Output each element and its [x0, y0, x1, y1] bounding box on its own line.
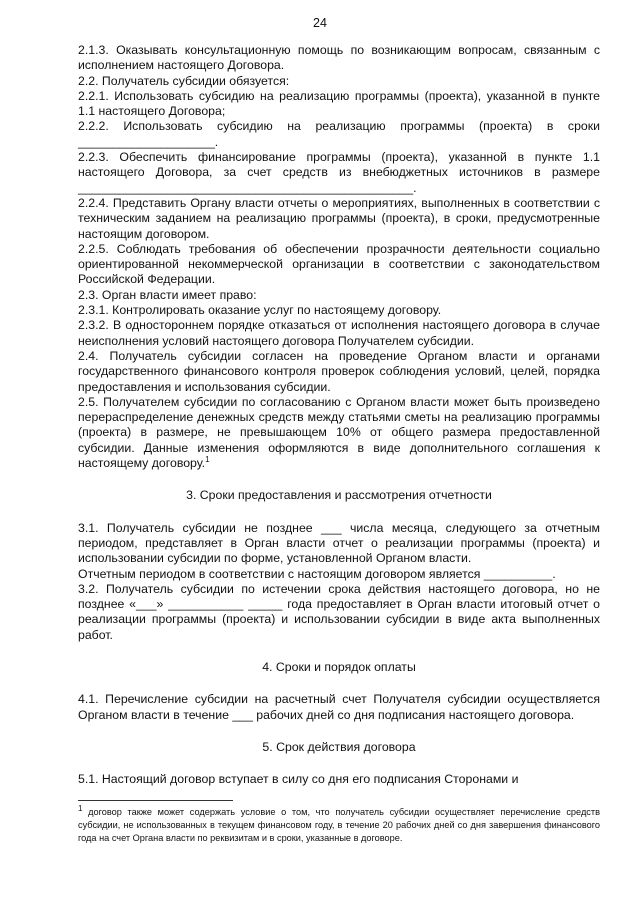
clause-2-3-2: 2.3.2. В одностороннем порядке отказаться от исполнения настоящего договора в случае неисполнения условий настоящего договора Получателем субсидии.: [78, 318, 600, 348]
clause-2-1-3: 2.1.3. Оказывать консультационную помощь по возникающим вопросам, связанным с исполнением настоящего Договора.: [78, 43, 600, 73]
footnote-reference[interactable]: 1: [205, 454, 210, 464]
document-body: [78, 43, 600, 787]
clause-2-5-text: 2.5. Получателем субсидии по согласованию с Органом власти может быть произведено перераспределение денежных средств между статьями сметы на реализацию программы (проекта) в размере, не превышающем 10% от общего размера предоставленной субсидии. Данные изменения оформляются в виде дополнительного соглашения к настоящему договору.: [78, 394, 600, 471]
clause-4-1: 4.1. Перечисление субсидии на расчетный счет Получателя субсидии осуществляется Органом власти в течение ___ рабочих дней со дня подписания настоящего договора.: [78, 692, 600, 722]
clause-2-5: [78, 395, 600, 471]
section-heading-5: 5. Срок действия договора: [262, 739, 416, 754]
clause-2-2-4: 2.2.4. Представить Органу власти отчеты о мероприятиях, выполненных в соответствии с техническим заданием на реализацию программы (проекта), в сроки, предусмотренные настоящим договором.: [78, 195, 600, 241]
footnote-divider: [78, 800, 233, 801]
clause-2-3-1: 2.3.1. Контролировать оказание услуг по настоящему договору.: [78, 303, 442, 318]
clause-2-2-1: 2.2.1. Использовать субсидию на реализацию программы (проекта), указанной в пункте 1.1 настоящего Договора;: [78, 88, 600, 119]
clause-2-2-2: 2.2.2. Использовать субсидию на реализацию программы (проекта) в сроки ____________________.: [78, 119, 600, 149]
footnote-text: договор также может содержать условие о том, что получатель субсидии осуществляет перечисление средств субсидии, не использованных в текущем финансовом году, в течение 20 рабочих дней со дня завершения финансового года на счет Органа власти по реквизитам и в сроки, указанные в договоре.: [78, 807, 600, 843]
footnote-mark: 1: [78, 803, 83, 813]
page-number: 24: [313, 16, 327, 30]
clause-2-2-3: 2.2.3. Обеспечить финансирование программы (проекта), указанной в пункте 1.1 настоящего Договора, за счет средств из внебюджетных источников в размере _________________________________________________.: [78, 150, 600, 195]
clause-3-1: 3.1. Получатель субсидии не позднее ___ числа месяца, следующего за отчетным периодом, представляет в Орган власти отчет о реализации программы (проекта) и использовании субсидии по форме, установленной Органом власти.: [78, 520, 600, 566]
clause-2-4: 2.4. Получатель субсидии согласен на проведение Органом власти и органами государственного финансового контроля проверок соблюдения условий, целей, порядка предоставления и использования субсидии.: [78, 348, 600, 394]
clause-3-2: 3.2. Получатель субсидии по истечении срока действия настоящего договора, но не позднее «___» ___________ _____ года предоставляет в Орган власти итоговый отчет о реализации программы (проекта) и использовании субсидии в виде акта выполненных работ.: [78, 581, 600, 642]
clause-3-1-reporting-period: Отчетным периодом в соответствии с настоящим договором является __________.: [78, 566, 556, 581]
clause-5-1: 5.1. Настоящий договор вступает в силу со дня его подписания Сторонами и: [78, 772, 519, 787]
footnote: [78, 803, 600, 845]
section-heading-4: 4. Сроки и порядок оплаты: [262, 659, 416, 674]
clause-2-2-5: 2.2.5. Соблюдать требования об обеспечении прозрачности деятельности социально ориентированной некоммерческой организации в соответствии с законодательством Российской Федерации.: [78, 241, 600, 287]
section-heading-3: 3. Сроки предоставления и рассмотрения отчетности: [186, 488, 492, 503]
clause-2-2: 2.2. Получатель субсидии обязуется:: [78, 73, 290, 88]
clause-2-3: 2.3. Орган власти имеет право:: [78, 287, 257, 302]
